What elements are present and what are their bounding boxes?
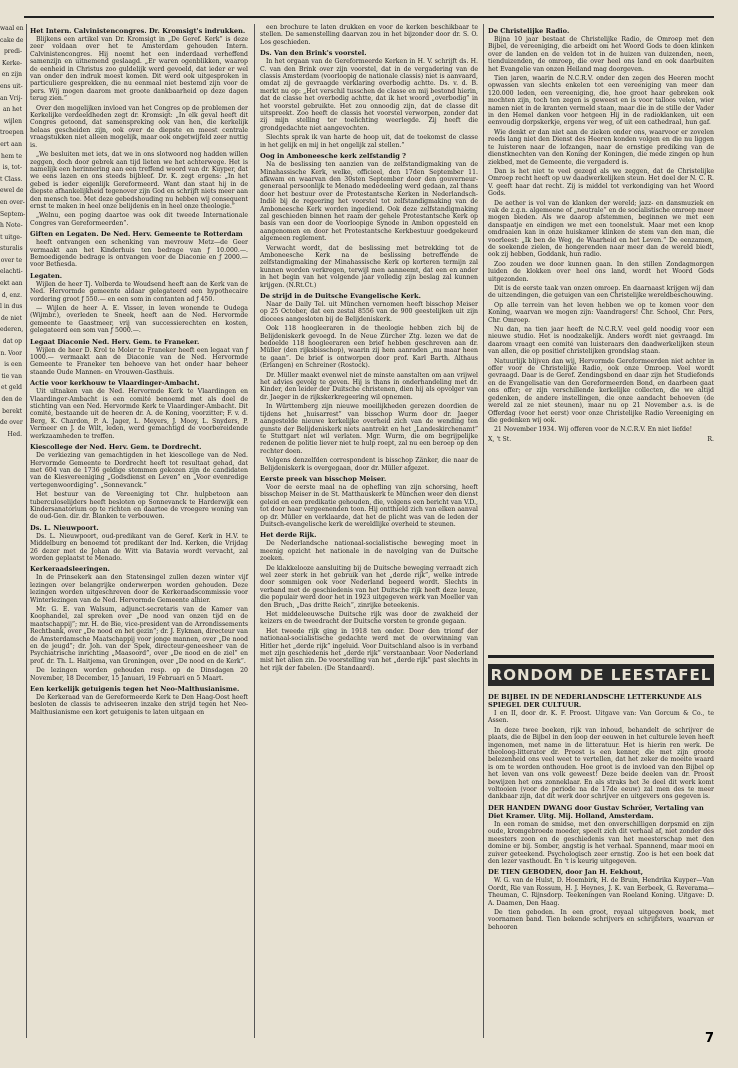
article-paragraph: In een roman de smidse, met den onverschilligen dorpsmid en zijn oude, kromgebroede moeder, speelt zich dit verhaal af, niet zonder des meesters zoon en de geschiedenis van het meesterschap met den domine er bij. Somber, angstig is het verhaal. Spannend, maar mooi en zuiver geteekend. Psychologisch zeer ernstig. Zoo is het een boek dat den lezer vasthoudt. En 't is keurig uitgegeven. — [488, 820, 714, 865]
edge-fragment: t Class. — [0, 175, 23, 183]
edge-fragment: en zijn — [1, 71, 22, 79]
article-paragraph: 21 November 1934. Wij offeren voor de N.C.R.V. En niet liefde! — [494, 426, 693, 434]
edge-fragment: berekt — [2, 407, 22, 415]
article-paragraph: De lezingen worden gehouden resp. op de Dinsdagen 20 November, 18 December, 15 Januari, 19 Februari en 5 Maart. — [30, 667, 248, 682]
edge-fragment: hem te — [1, 152, 22, 160]
article-paragraph: heeft ontvangen een schenking van mevrouw Metz—de Geer vermaakt aan het Kinderhuis ten bedrage van ƒ 10.000.—. Bemoedigende bedrage is ontvangen voor de Diaconie en ƒ 2000.— voor Bethesda. — [30, 239, 248, 269]
article-heading: Ds. L. Nieuwpoort. — [30, 523, 99, 532]
article-paragraph: Nu dan, na tien jaar heeft de N.C.R.V. veel geld noodig voor een nieuwe studio. Het is noodzakelijk. Anders wordt niet gevraagd. Im daarom vraagt een comité van luisteraars den daadwerkelijken steun van allen, die op positief christelijken grondslag staan. — [488, 326, 714, 356]
article-paragraph: Ds. L. Nieuwpoort, oud-predikant van de Geref. Kerk in H.V. te Middelburg en benoemd tot predikant der Ind. Kerken, die Vrijdag 26 dezer met de Johan de Witt via Batavia wordt vervacht, zal worden geplaatst te Menado. — [30, 532, 248, 562]
article-paragraph: Volgens denzelfden correspondent is bisschop Zänker, die naar de Belijdeniskerk is overgegaan, door dr. Müller afgezet. — [260, 457, 478, 472]
article-paragraph: Dit is de eerste taak van onzen omroep. En daarnaast krijgen wij dan de uitzendingen, die getuigen van een Christelijke wereldbeschouwing. — [488, 285, 714, 300]
article-paragraph: Voor de eerste maal na de ophefling van zijn schorsing, heeft bisschop Meiser in de St. Matthauskerk te München weer den dienst geleid en een predikatie gehouden, die, volgens een bericht van V.D., tot door haar vergeenenden toon. Hij ontthield zich van elken aanval op dr. Müller en verklaarde, dat het de plicht was van de leden der Duitsch-evangelische kerk de wereldlijke overheid te steunen. — [260, 483, 478, 528]
edge-fragment: t uitge- — [0, 233, 22, 241]
article-heading: Kerkeraadsleeringen. — [30, 565, 110, 574]
article-paragraph: Het bestuur van de Vereeniging tot Chr. hulpbetoon aan tuberculoselijders heeft besloten op Sonnevanck te Harderwijk een Kindersanatorium op te richten en daartoe de vroegere woning van de oud-Gen. dir. dr. Blanken te verbouwen. — [30, 491, 248, 521]
edge-fragment: n. Voor — [0, 349, 22, 357]
article-heading: Ds. Van den Brink's voorstel. — [260, 49, 367, 58]
article-heading: Giften en Legaten. De Ned. Herv. Gemeente te Rotterdam — [30, 230, 243, 239]
article-heading: Eerste preek van bisschop Meiser. — [260, 474, 387, 483]
article-paragraph: Het middeleeuwsche Duitsche rijk was door de zwakheid der keizers en de tweedracht der Duitsche vorsten te gronde gegaan. — [260, 611, 478, 626]
book-reviews — [488, 690, 714, 1038]
article-paragraph: Zoo zouden we door kunnen gaan. In den stillen Zondagmorgen luiden de klokken over heel ons land, wordt het Woord Gods uitgezonden. — [488, 260, 714, 283]
article-paragraph: Het tweede rijk ging in 1918 ten onder. Door den triomf der nationaal-socialistische gedachte werd met de overwinning van Hitler het „derde rijk” ingeluid. Voor Duitschland alsoo is in verband met zijn geschiedenis het „derde rijk” verstaanbaar. Voor Nederland mist het alien zin. De voorstelling van het „derde rijk” past slechts in het rijk der fabelen. (De Standaard). — [260, 627, 478, 672]
section-banner: RONDOM DE LEESTAFEL — [488, 664, 714, 686]
article-paragraph: I en II, door dr. K. F. Proost. Uitgave van: Van Gorcum & Co., te Assen. — [488, 710, 714, 725]
article-column-1 — [30, 24, 248, 1038]
edge-fragment: ert aan — [0, 140, 22, 148]
article-heading: De strijd in de Duitsche Evangelische Kerk. — [260, 292, 421, 300]
article-paragraph: Dr. Müller maakt evenwel niet de minste aanstalten om aan vrijwel het advies gevolg te geven. Hij is thans in onderhandeling met dr. Kinder, den leider der Duitsche christenen, dien hij als opvolger van dr. Jaeger in de rijkskerkregeering wil opnemen. — [260, 371, 478, 401]
article-paragraph: In Württemberg zijn nieuwe moeilijkheden gerezen doordien de tijdens het „huisarrest” van bisschop Wurm door dr. Jaeger aangestelde nieuwe kerkelijke overheid zich van de wending ten gunste der Belijdeniskerk niets aantrekt en het „Landeskirchenamt” te Stuttgart niet wil verlaten. Mgr. Wurm, die om begrijpelijke redenen de politie liever niet te hulp roept, zal nu een beroep op den rechter doen. — [260, 403, 478, 455]
edge-fragment: an Vrij- — [0, 94, 23, 102]
edge-fragment: wijlen — [3, 117, 22, 125]
edge-fragment: de over — [0, 419, 23, 427]
edge-fragment: predi- — [3, 48, 22, 56]
signature-right: R. — [707, 435, 714, 443]
article-paragraph: In de Prinsekerk aan den Statensingel zullen dezen winter vijf lezingen over belangrijke onderwerpen worden gehouden. Deze lezingen worden uitgeschreven door de Kerkeraadscommissie voor Winterlezingen van de Ned. Hervormde Gemeente alhier. — [30, 574, 248, 604]
article-paragraph: Over den mogelijken invloed van het Congres op de problemen der Kerkelijke verdeeldheden zegt dr. Kromsigt: „In elk geval heeft dit Congres getoond, dat samenspreking ook van hen, die kerkelijk helaas gescheiden zijn, ook over de diepste en meest centrale vraagstukken niet alleen mogelijk, maar ook ongetwijfeld zeer nuttig is. — [30, 104, 248, 149]
article-paragraph: Blijkens een artikel van Dr. Kromsigt in „De Geref. Kerk” is deze zeer voldaan over het te Amsterdam gehouden Intern. Calvinistencongres. Hij noemt het een inderdaad verheffend samenzijn en uitnemend geslaagd. „Er waren ogenblikken, waarop de eenheid in Christus zoo guldelijk werd gevoeld, dat ieder er wel van onder den indruk moest komen. Dit werd ook uitgesproken in particuliere gesprekken, die nu eenmaal niet bestemd zijn voor de pers. Wij mogen daarom met groote dankbaarheid op deze dagen terug zien.” — [30, 36, 248, 103]
article-heading: Het derde Rijk. — [260, 531, 317, 540]
edge-fragment: cake de — [0, 36, 24, 44]
article-paragraph: De verkiezing van gemachtigden in het kiescollege van de Ned. Hervormde Gemeente te Dordrecht heeft tot resultaat gehad, dat met 604 van de 1736 geldige stemmen gekozen zijn de candidaten van de Kiesvereeniging „Godsdienst en Leven” en „Voor evenredige vertegenwoordiging”. „Sonnevanck.” — [30, 452, 248, 489]
article-heading: Een kerkelijk getuigenis tegen het Neo-Malthusianisme. — [30, 685, 240, 694]
article-paragraph: Na de beslissing ten aanzien van de zelfstandigmaking van de Minahassische Kerk, welke, officieel, den 17den September 11. afkwam en waarvan den 30sten September door den gouverneur-generaal persoonlijk te Menado mededeeling werd gedaan, zal thans door het bestuur over de Protestantsche Kerken in Nederlandsch-Indië bij de regeering het voorstel tot zelfstandigmaking van de Amboneesche Kerk worden ingediend. Ook deze zelfstandigmaking zal geschieden binnen het raam der gehele Protestantsche Kerk op basis van een door de Voorloopige Synode in Ambon opgesteld en aangenomen en door het Protestantsche Kerkbestuur goedgekeurd algemeen reglement. — [260, 161, 478, 243]
article-paragraph: Wijlen de heer Tj. Volberda te Woudsend heeft aan de Kerk van de Ned. Hervormde gemeente aldaar gelegateerd een hypothecaire vordering groot ƒ 550.— en een som in contanten ad ƒ 450. — [30, 280, 248, 303]
article-paragraph: Slechts sprak ik van harte de hoop uit, dat de toekomst de classe in het gelijk en mij in het ongelijk zal stellen.” — [260, 134, 478, 149]
article-paragraph: In het orgaan van de Gereformeerde Kerken in H. V. schrijft ds. H. C. van den Brink over zijn voorstel, dat in de vergadering van de classis Amsterdam (voorloopig de nationale classis) niet is aanvaard, omdat zij de gevraagde verklaring overbodig achtte. Ds. v. d. B. merkt nu op: „Het verschil tusschen de classe en mij bestond hierin, dat de classe het overbodig achtte, dat ik het woord „overbodig” in het voorstel gebruikte. Het zou onnoodig zijn, dat de classe dit uitspreekt. Zoo heeft de classis het voorstel verworpen, zonder dat zij mijn stelling ter toelichting weerlegde. Zij heeft die grondgedachte niet aangevochten. — [260, 58, 478, 132]
article-paragraph: Verwacht wordt, dat de beslissing met betrekking tot de Amboneesche Kerk na de beslissing betreffende de zelfstandigmaking der Minahassische Kerk op korteren termijn zal kunnen worden verkregen, terwijl men aanneemt, dat een en ander in het begin van het volgende jaar volledig zijn beslag zal kunnen krijgen. (N.Rt.Ct.) — [260, 244, 478, 289]
top-rule — [24, 16, 714, 18]
article-paragraph: „We besluiten met iets, dat we in ons slotwoord nog hadden willen zeggen, doch door gebrek aan tijd lieten we het achterwege. Het is namelijk een herinnering aan een treffend woord van dr. Kuyper, dat we eens lazen en ons steeds bijbleef. Dr. K. zegt ergens: „In het gebed is ieder eigenlijk Gereformeerd. Want dan staat hij in de diepste afhankelijkheid tegenover zijn God en schrijft niets meer aan den mensch toe. Met deze gebedshouding nu hebben wij consequent ernst te maken in heel onze belijdenis en in heel onze theologie.” — [30, 151, 248, 210]
article-heading: DE TIEN GEBODEN, door Jan H. Eekhout, — [488, 868, 644, 877]
section-rule — [488, 655, 714, 658]
article-heading: Actie voor kerkhouw te Vlaardinger-Ambacht. — [30, 379, 200, 388]
article-column-3 — [488, 24, 714, 650]
article-heading: DER HANDEN DWANG door Gustav Schröer, Vertaling van Diet Kramer. Uitg. Mij. Holland, Amsterdam. — [488, 803, 704, 820]
edge-fragment: d, enz. — [1, 291, 22, 299]
article-heading: Het Intern. Calvinistencongres. Dr. Kromsigt's indrukken. — [30, 27, 246, 35]
column-divider — [26, 24, 27, 1038]
article-signature — [488, 436, 714, 443]
article-heading: Legaten. — [30, 271, 63, 280]
article-heading: De Christelijke Radio. — [488, 27, 570, 35]
page-number: 7 — [704, 1031, 714, 1046]
edge-fragment: troepen — [0, 129, 24, 137]
article-paragraph: De klakkelooze aansluiting bij de Duitsche beweging verraadt zich wel zeer sterk in het gebruik van het „derde rijk”, welke intrede door sommigen ook voor Nederland begeerd wordt. Slechts in verband met de geschiedenis van het Duitsche rijk heeft deze leuze, die populair werd door het in 1923 uitgegeven werk van Moeller van den Bruch, „Das dritte Reich”, zinrijke beteekenis. — [260, 564, 478, 609]
edge-fragment: ens uit- — [0, 82, 23, 90]
edge-fragment: ewel de — [0, 187, 24, 195]
article-heading: DE BIJBEL IN DE NEDERLANDSCHE LETTERKUNDE ALS SPIEGEL DER CULTUUR. — [488, 693, 702, 709]
edge-fragment: waal en — [0, 25, 24, 32]
edge-fragment: sturalis — [0, 245, 23, 253]
edge-fragment: den de — [1, 396, 22, 403]
article-paragraph: W. G. van de Hulst, D. Hoembirk, H. de Bruin, Hendrika Kuyper—Van Oordt, Rie van Rossum, H. J. Heynes, J. K. van Eerbeek, G. Reverama—Theuman, C. Rijnsdorp. Teekeningen van Roeland Koning. Uitgave: D. A. Daamen, Den Haag. — [488, 877, 714, 907]
article-heading: Legaat Diaconie Ned. Herv. Gem. te Franeker. — [30, 337, 200, 346]
edge-fragment: h Note- — [0, 222, 23, 230]
edge-fragment: elachti- — [0, 268, 23, 276]
article-heading: Kiescollege der Ned. Herv. Gem. te Dordrecht. — [30, 443, 202, 452]
edge-fragment: an het — [2, 106, 22, 114]
article-paragraph: De tien geboden. In een groot, royaal uitgegeven boek, met voornamen band. Tien bekende schrijvers en schrijfsters, waarvan er behooren — [488, 908, 714, 931]
edge-fragment: de niet — [0, 314, 22, 322]
article-paragraph: Wie denkt er dan niet aan de zieken onder ons, waarvoor er zovelen reeds lang niet den Dienst des Heeren konden volgen en die nu liggen te luisteren naar de lofzangen, naar de ernstige prediking van de dienstknechten van den Koning der Koningen, die mede zingen op hun ziekbed, met de Gemeente, die vergaderd is. — [488, 128, 714, 166]
edge-fragment: over te — [0, 256, 22, 264]
article-paragraph: Op alle terrein van het leven hebben we op te komen voor den Koning, waarvan we mogen zijn: Vaandragers! Chr. School, Chr. Pers, Chr. Omroep. — [488, 301, 714, 324]
article-paragraph: Mr. G. E. van Walsum, adjunct-secretaris van de Kamer van Koophandel, zal spreken over „De nood van onzen tijd en de maatschappij”; mr. H. de Bie, vice-president van de Arrondissements Rechtbank, over „De nood en het gezin”; dr. J. Eykman, directeur van de Amsterdamsche Maatschappij voor jonge mannen, over „De nood en de jeugd”; dr. Joh. van der Spek, directeur-geneesheer van de Psychiatrische inrichting „Maasoord”, over „De nood en de ziel” en prof. dr. Th. L. Haitjema, van Groningen, over „De nood en de Kerk”. — [30, 606, 248, 665]
cropped-edge-column — [0, 24, 26, 1038]
edge-fragment: ederen, — [0, 326, 24, 334]
article-paragraph: Wijlen de heer D. Krol te Moler te Franeker heeft een legaat van ƒ 1000.— vermaakt aan de Diaconie van de Ned. Hervormde Gemeente te Franeker ten behoeve van het onder haar beheer staande Oude Mannen- en Vrouwen-Gasthuis. — [30, 346, 248, 376]
article-paragraph: De Nederlandsche nationaal-socialistische beweging moet in meenig opzicht het nationale in de navolging van de Duitsche zoeken. — [260, 540, 478, 563]
article-paragraph: een brochure te laten drukken en voor de kerken beschikbaar te stellen. De samenstelling daarvan zou in het bijzonder door dr. S. O. Los geschieden. — [260, 24, 478, 46]
article-paragraph: „Welnu, een poging daartoe was ook dit tweede Internationale Congres van Gereformeerden”. — [30, 212, 248, 227]
edge-fragment: dat op — [2, 338, 22, 346]
edge-fragment: tie van — [1, 372, 22, 380]
article-paragraph: Bijna 10 jaar bestaat de Christelijke Radio, de Omroep met den Bijbel, de vereeniging, die arbeidt om het Woord Gods te doen klinken over de landen en de velden tot in de huizen van duizenden, neen, tienduizenden, de omroep, die over heel ons land en ook daarbuiten het Evangelie van onzen Heiland mag doorgeven. — [488, 36, 714, 73]
edge-fragment: Kerke- — [2, 59, 22, 67]
edge-fragment: Hed. — [7, 430, 22, 438]
edge-fragment: ekt aan — [0, 280, 23, 288]
column-divider — [483, 24, 484, 1038]
article-paragraph: De Kerkeraad van de Gereformeerde Kerk te Den Haag-Oost heeft besloten de classis te adviseeren inzake den strijd tegen het Neo-Malthusianisme een kort getuigenis te laten uitgaan en — [30, 694, 248, 716]
article-paragraph: Uit ultnaken van de Ned. Hervormde Kerk te Vlaardingen en Vlaardinger-Ambacht is een comité benoemd met als doel de stichting van een Ned. Hervormde Kerk te Vlaardinger-Ambacht. Dit comité, bestaande uit de heeren dr. A. de Koning, voorzitter; F. v. d. Berg, K. Chardon, P. A. Jager, L. Meyers, J. Mooy, L. Snyders, P. Vermeer en J. de Wilt, leden, werd gemachtigd de voorbereidende werkzaamheden te treffen. — [30, 388, 248, 440]
edge-fragment: et geld — [0, 384, 22, 392]
edge-fragment: Septem- — [0, 210, 26, 218]
edge-fragment: is een — [4, 361, 22, 369]
edge-fragment: en over- — [0, 198, 25, 206]
article-paragraph: Naar de Daily Tel. uit München vernomen heeft bisschop Meiser op 25 October, dat een zestal 8556 van de 900 geestelijken uit zijn diocees aangesloten bij de Belijdeniskerk. — [260, 301, 478, 323]
article-paragraph: Tien jaren, waarin de N.C.R.V. onder den zegen des Heeren mocht opwassen van slechts enkelen tot een vereeniging van meer dan 120.000 leden, een vereeniging, die, hoe groot haar gebreken ook mochten zijn, toch ten zegen is geweest en is voor talloos velen, wier namen niet in de kranten vermeld staan, maar die in de stille der Vader in den Hemel danken voor hetgeen Hij in de radioklanken, uit een eenvoudig dorpskerkje, ergens ver weg, of uit een cathedraal, hun gaf. — [488, 75, 714, 127]
edge-fragment: l in dus — [0, 303, 23, 311]
article-paragraph: De aether is vol van de klanken der wereld; jazz- en dansmuziek en vak de z.g.n. algemeene of „neutrale” en de socialistische omroep meer mogen bieden. Als we daarop afstemmen, beginnen we met een danspaatje en eindigen we met een toonelstuk. Maar met een knop omdraaien kan in onze huiskamer klinken de stem van den man, die voorleest: „Ik ben de Weg, de Waarheid en het Leven.” De eenzamen, de soekende zielen, de hongerenden naar meer dan de wereld biedt, ook zij hebben, Goddank, hun radio. — [488, 199, 714, 259]
article-paragraph: Ook 118 hoogleeraren in de theologie hebben zich bij de Belijdeniskerk gevoegd. In de Neue Zürcher Ztg. lezen we dat de bedoelde 118 hoogleeraren een brief hebben geschreven aan dr. Müller (den rijksbisschop), waarin zij hem aanraden „nu maar heen te gaan”. De brief is ontworpen door prof. Karl Barth. Althaus (Erlangen) en Schreiner (Rostock). — [260, 325, 478, 370]
article-paragraph: In deze twee boeken, rijk van inhoud, behandelt de schrijver de plaats, die de Bijbel in den loop der eeuwen in het culturele leven heeft ingenomen, met name in de litteratuur. Het is hierin ren werk. De theoloog-litterator dr. Proost is een kenner, die met zijn groote belezenheid ons veel weet te vertellen, dat het zeker de moeite waard is om te worden onthouden. Hoe groot is de invloed van den Bijbel op het leven van ons volk geweest! Deze beide deelen van dr. Proost bewijzen het ons zonneklaar. En als straks het 3e deel dit werk komt voltooien (voor de periode na de 17de eeuw) zal men des te meer dankbaar zijn, dat dit werk door schrijver en uitgevers ons gegeven is. — [488, 726, 714, 801]
article-paragraph: Natuurlijk blijven dan wij, Hervormde Gereformeerden niet achter in offer voor de Christelijke Radio, ook onze Omroep. Veel wordt gevraagd. Daar is de Geref. Zendingsbond en daar zijn het Studiefonds en de Evangelisatie van den Gereformeerden Bond, en daarbeen gaat ons offer; er zijn verschillende kerkelijke collecten, die we altijd gedenken, de andere instellingen, die onze aandacht behoeven (de wereld zal ze niet steunen), maar nu op 21 November a.s. is de Offerdag (voor het eerst) voor onze Christelijke Radio Vereeniging en die gedenken wij ook. — [488, 357, 714, 424]
column-divider — [254, 24, 255, 1038]
article-paragraph: — Wijlen de heer A. E. Visser, in leven wonende te Oudega (Wijmbr.), overleden te Sneek, heeft aan de Ned. Hervormde gemeente te Gaastmeer, vrij van successierechten en kosten, gelegateerd een som van ƒ 5000.—. — [30, 305, 248, 335]
signature-left: X, 't St. — [488, 435, 512, 443]
article-paragraph: Dan is het niet te veel gezegd als we zeggen, dat de Christelijke Omroep recht heeft op uw daadwerkelijken steun. Het doel der N. C. R. V. geeft haar dat recht. Zij is middel tot verkondiging van het Woord Gods. — [488, 167, 714, 198]
edge-fragment: is, tot- — [2, 164, 22, 172]
article-heading: Oog in Amboneesche kerk zelfstandig ? — [260, 152, 407, 161]
article-column-2 — [260, 24, 478, 1038]
